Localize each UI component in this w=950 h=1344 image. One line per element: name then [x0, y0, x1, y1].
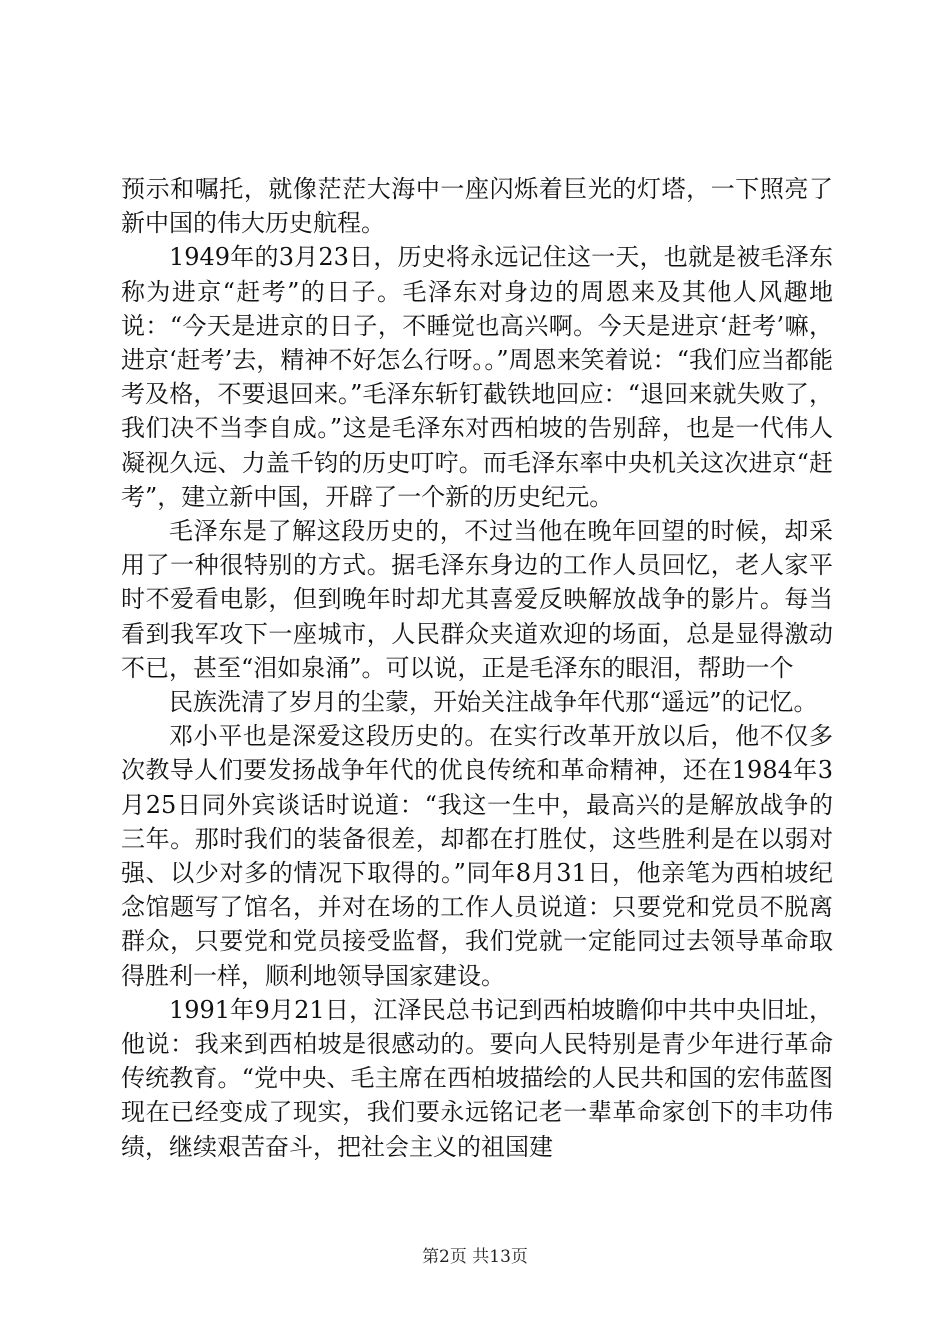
paragraph-nation-memory: 民族洗清了岁月的尘蒙，开始关注战争年代那“遥远”的记忆。 — [169, 688, 818, 717]
paragraph-deng-xiaoping: 邓小平也是深爱这段历史的。在实行改革开放以后，他不仅多次教导人们要发扬战争年代的优良传统和革命精神，还在1984年3月25日同外宾谈话时说道：“我这一生中，最高兴的是解放战争的三年。那时我们的装备很差，却都在打胜仗，这些胜利是在以弱对强、以少对多的情况下取得的。”同年8月31日，他亲笔为西柏坡纪念馆题写了馆名，并对在场的工作人员说道：只要党和党员不脱离群众，只要党和党员接受监督，我们党就一定能同过去领导革命取得胜利一样，顺利地领导国家建设。 — [121, 722, 833, 990]
paragraph-1949-ganko: 1949年的3月23日，历史将永远记住这一天，也就是被毛泽东称为进京“赶考”的日子。毛泽东对身边的周恩来及其他人风趣地说：“今天是进京的日子，不睡觉也高兴啊。今天是进京‘赶考’嘛，进京‘赶考’去，精神不好怎么行呀。。”周恩来笑着说：“我们应当都能考及格，不要退回来。”毛泽东斩钉截铁地回应：“退回来就失败了，我们决不当李自成。”这是毛泽东对西柏坡的告别辞，也是一代伟人凝视久远、力盖千钧的历史叮咛。而毛泽东率中央机关这次进京“赶考”，建立新中国，开辟了一个新的历史纪元。 — [121, 243, 833, 511]
document-body — [121, 172, 833, 1164]
paragraph-1991-jiang: 1991年9月21日，江泽民总书记到西柏坡瞻仰中共中央旧址，他说：我来到西柏坡是很感动的。要向人民特别是青少年进行革命传统教育。“党中央、毛主席在西柏坡描绘的人民共和国的宏伟蓝图现在已经变成了现实，我们要永远铭记老一辈革命家创下的丰功伟绩，继续艰苦奋斗，把社会主义的祖国建 — [121, 995, 833, 1161]
page-number-footer: 第2页 共13页 — [422, 1247, 528, 1267]
paragraph-mao-recollection: 毛泽东是了解这段历史的，不过当他在晚年回望的时候，却采用了一种很特别的方式。据毛泽东身边的工作人员回忆，老人家平时不爱看电影，但到晚年时却尤其喜爱反映解放战争的影片。每当看到我军攻下一座城市，人民群众夹道欢迎的场面，总是显得激动不已，甚至“泪如泉涌”。可以说，正是毛泽东的眼泪，帮助一个 — [121, 517, 833, 682]
paragraph-continuation: 预示和嘱托，就像茫茫大海中一座闪烁着巨光的灯塔，一下照亮了新中国的伟大历史航程。 — [121, 175, 833, 238]
